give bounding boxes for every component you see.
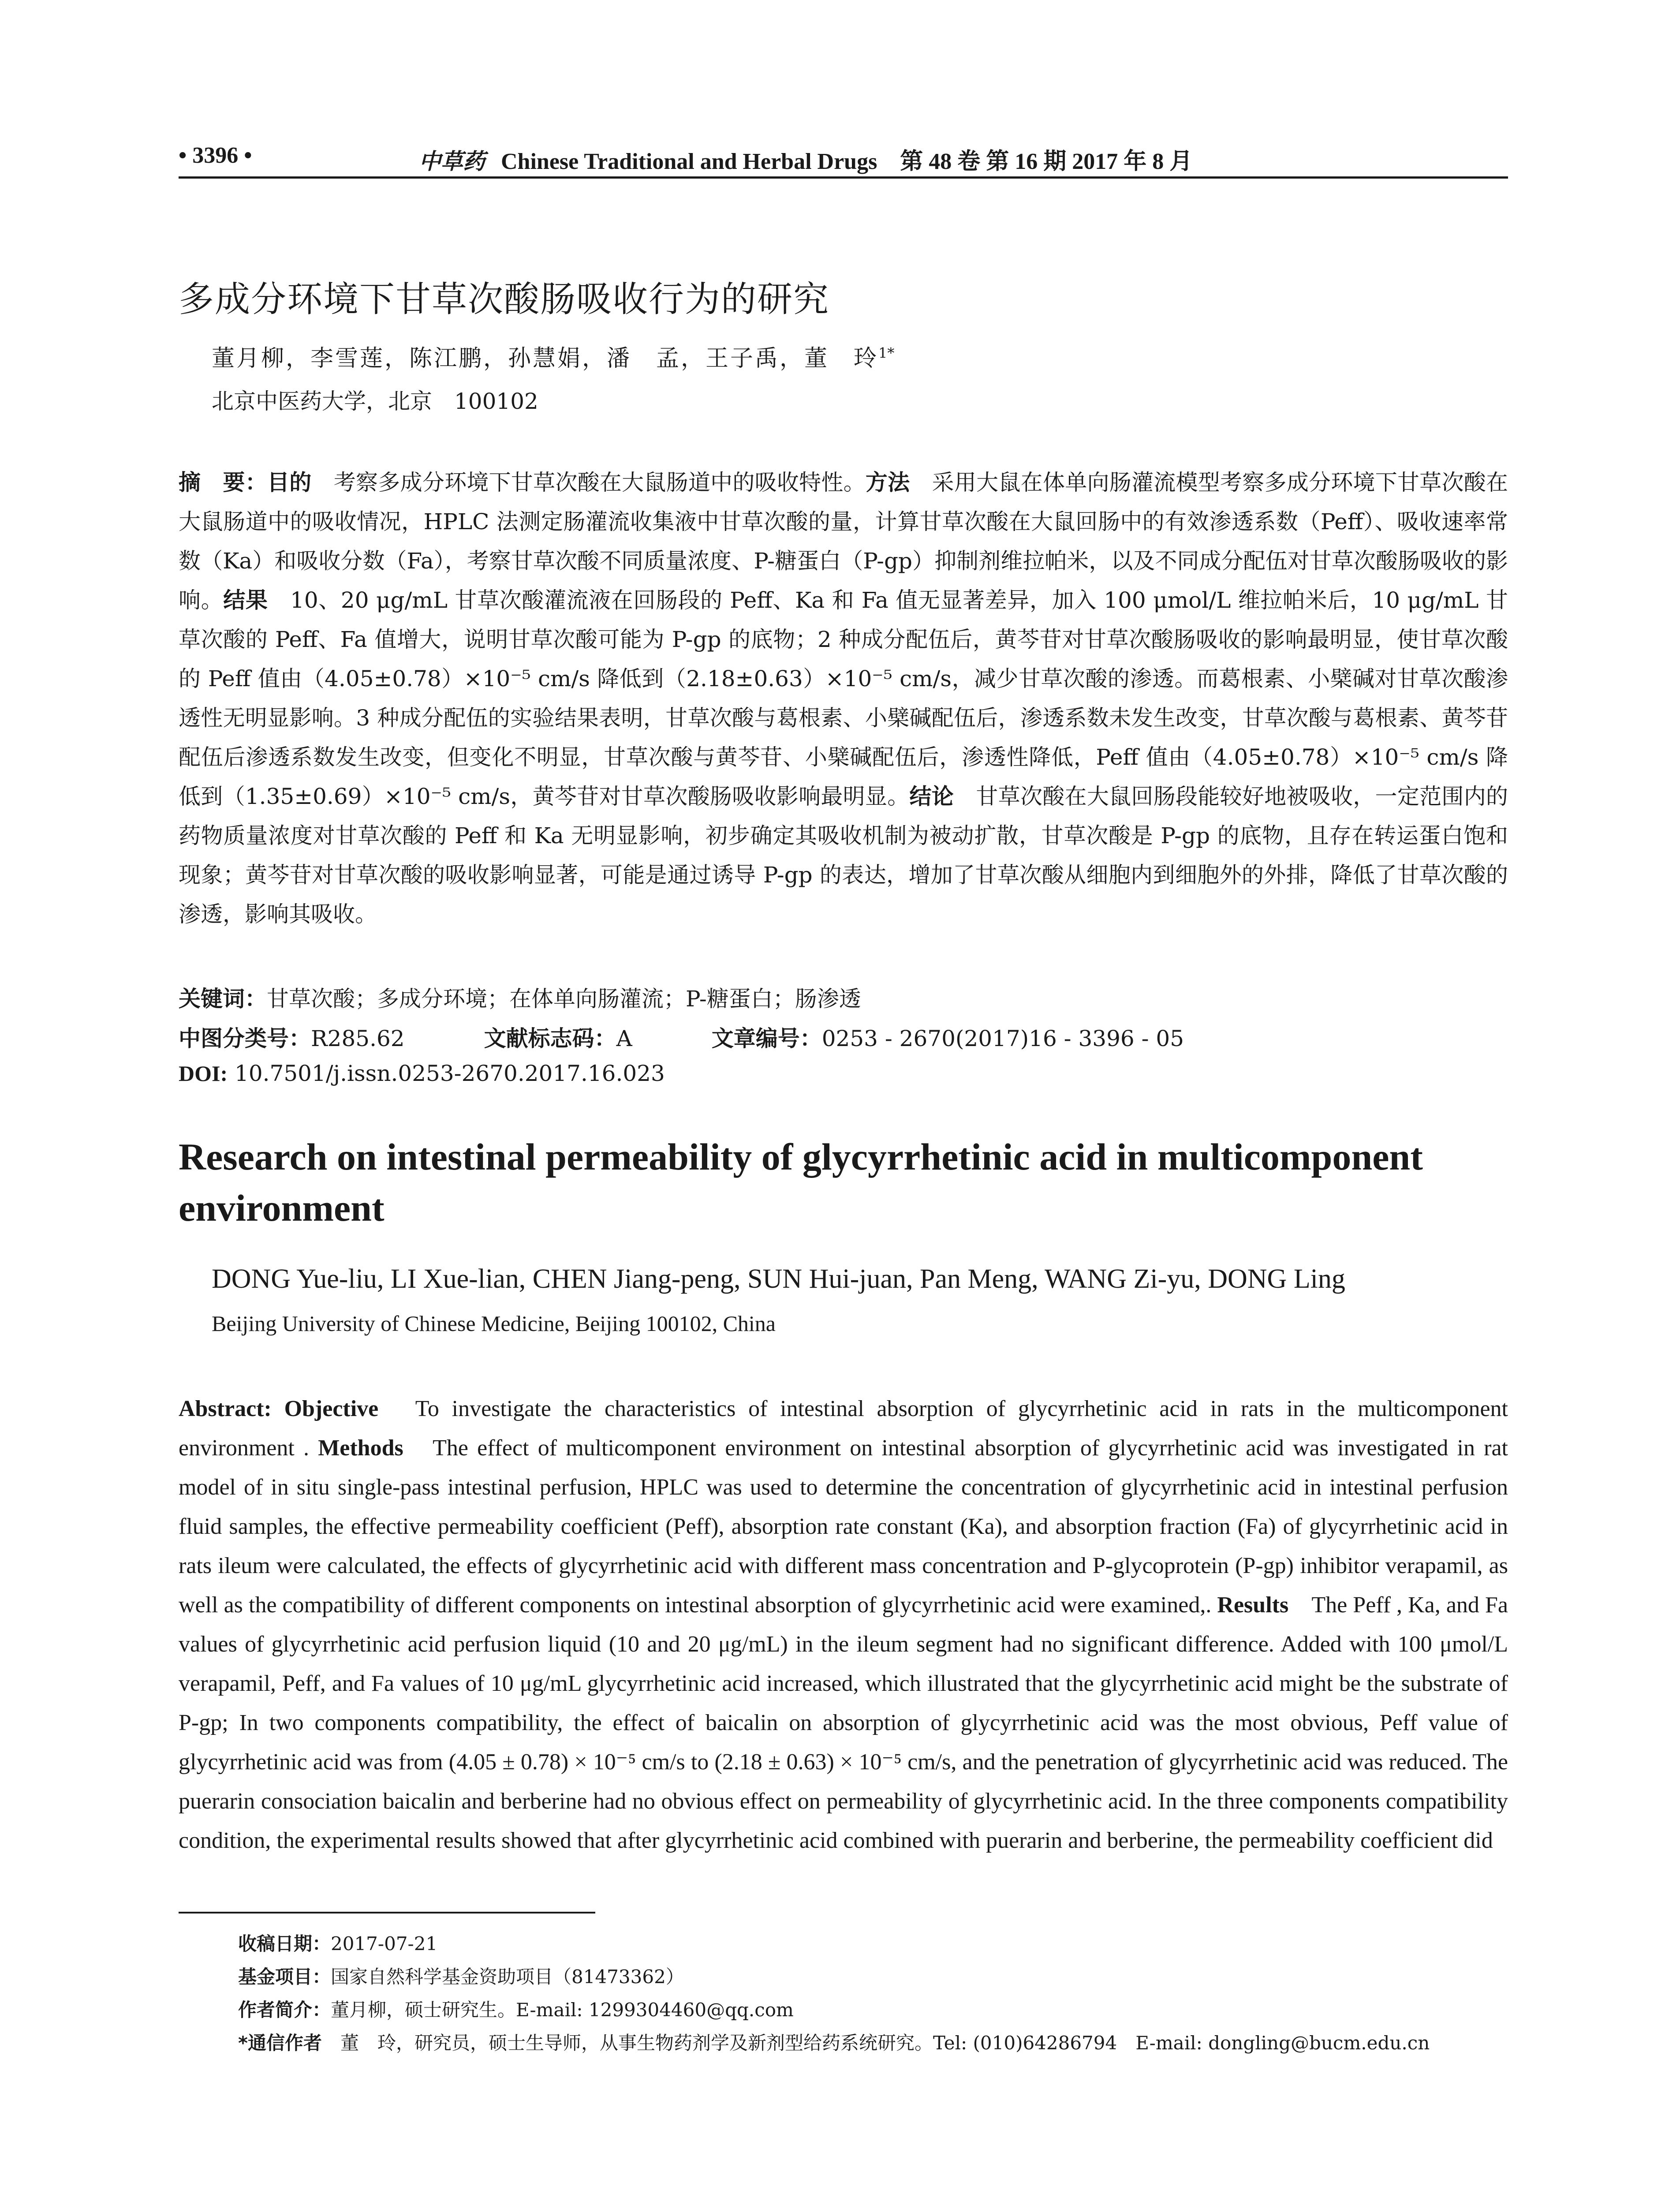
footnotes — [238, 1927, 1430, 2059]
footnote-author — [238, 1993, 1430, 2026]
keywords-zh-label: 关键词： — [179, 986, 267, 1012]
clc-label: 中图分类号： — [179, 1026, 311, 1051]
doi-value[interactable]: 10.7501/j.issn.0253-2670.2017.16.023 — [235, 1061, 665, 1086]
doc-code-value: A — [616, 1026, 632, 1051]
authors-en: DONG Yue-liu, LI Xue-lian, CHEN Jiang-peng, SUN Hui-juan, Pan Meng, WANG Zi-yu, DONG Ling — [212, 1264, 1345, 1294]
abstract-zh-label: 摘 要： — [179, 470, 268, 495]
footnote-corresponding — [238, 2026, 1430, 2059]
title-zh: 多成分环境下甘草次酸肠吸收行为的研究 — [179, 278, 829, 320]
doi-label: DOI: — [179, 1061, 228, 1086]
fund-value: 国家自然科学基金资助项目（81473362） — [331, 1966, 684, 1988]
received-value: 2017-07-21 — [331, 1933, 438, 1955]
methods-en: The effect of multicomponent environment on intestinal absorption of glycyrrhetinic acid was investigated in rat model of in situ single-pass intestinal perfusion, HPLC was used to determine the concentration of glycyrrhetinic acid in intestinal perfusion fluid samples, the effective permeability coefficient (Peff), absorption rate constant (Ka), and absorption fraction (Fa) of glycyrrhetinic acid in rats ileum were calculated, the effects of glycyrrhetinic acid with different mass concentration and P-glycoprotein (P-gp) inhibitor verapamil, as well as the compatibility of different components on intestinal absorption of glycyrrhetinic acid were examined,. — [179, 1435, 1508, 1618]
conclusion-zh: 甘草次酸在大鼠回肠段能较好地被吸收，一定范围内的药物质量浓度对甘草次酸的 Peff 和 Ka 无明显影响，初步确定其吸收机制为被动扩散，甘草次酸是 P-gp 的底物，且存在转运蛋白饱和现象；黄芩苷对甘草次酸的吸收影响显著，可能是通过诱导 P-gp 的表达，增加了甘草次酸从细胞内到细胞外的外排，降低了甘草次酸的渗透，影响其吸收。 — [179, 784, 1508, 927]
keywords-zh-value: 甘草次酸；多成分环境；在体单向肠灌流；P-糖蛋白；肠渗透 — [267, 986, 861, 1012]
abstract-en-label: Abstract: Objective — [179, 1396, 379, 1421]
objective-en: To investigate the characteristics of intestinal absorption of glycyrrhetinic acid in rats in the multicomponent environment . — [179, 1396, 1508, 1461]
classification-line — [179, 1021, 1508, 1053]
methods-en-label: Methods — [318, 1435, 403, 1461]
fund-label: 基金项目： — [238, 1966, 331, 1988]
results-en-label: Results — [1217, 1592, 1289, 1618]
abstract-zh — [179, 463, 1508, 934]
affiliation-en: Beijing University of Chinese Medicine, Beijing 100102, China — [212, 1311, 776, 1336]
results-en: The Peff , Ka, and Fa values of glycyrrhetinic acid perfusion liquid (10 and 20 μg/mL) in the ileum segment had no significant difference. Added with 100 μmol/L verapamil, Peff, and Fa values of 10 μg/mL glycyrrhetinic acid increased, which illustrated that the glycyrrhetinic acid might be the substrate of P-gp; In two components compatibility, the effect of baicalin on absorption of glycyrrhetinic acid was the most obvious, Peff value of glycyrrhetinic acid was from (4.05 ± 0.78) × 10⁻⁵ cm/s to (2.18 ± 0.63) × 10⁻⁵ cm/s, and the penetration of glycyrrhetinic acid was reduced. The puerarin consociation baicalin and berberine had no obvious effect on permeability of glycyrrhetinic acid. In the three components compatibility condition, the experimental results showed that after glycyrrhetinic acid combined with puerarin and berberine, the permeability coefficient did — [179, 1592, 1508, 1853]
author-bio-label: 作者简介： — [238, 1999, 331, 2021]
doc-code-label: 文献标志码： — [484, 1026, 616, 1051]
keywords-zh — [179, 981, 1508, 1013]
clc-value: R285.62 — [311, 1026, 405, 1051]
authors-zh-names: 董月柳，李雪莲，陈江鹏，孙慧娟，潘 孟，王子禹，董 玲 — [212, 345, 879, 372]
author-bio-value: 董月柳，硕士研究生。E-mail: 1299304460@qq.com — [331, 1999, 794, 2021]
journal-issue: Chinese Traditional and Herbal Drugs 第 48 卷 第 16 期 2017 年 8 月 — [501, 149, 1193, 174]
results-zh-label: 结果 — [223, 587, 268, 613]
page-number: • 3396 • — [179, 143, 252, 168]
doi-line — [179, 1061, 1508, 1086]
received-label: 收稿日期： — [238, 1933, 331, 1955]
footnote-fund — [238, 1960, 1430, 1993]
authors-zh — [212, 340, 894, 373]
methods-zh-label: 方法 — [865, 470, 910, 495]
methods-zh: 采用大鼠在体单向肠灌流模型考察多成分环境下甘草次酸在大鼠肠道中的吸收情况，HPLC 法测定肠灌流收集液中甘草次酸的量，计算甘草次酸在大鼠回肠中的有效渗透系数（Peff）、吸收速率常数（Ka）和吸收分数（Fa），考察甘草次酸不同质量浓度、P-糖蛋白（P-gp）抑制剂维拉帕米，以及不同成分配伍对甘草次酸肠吸收的影响。 — [179, 470, 1508, 613]
conclusion-zh-label: 结论 — [909, 784, 954, 809]
authors-zh-mark: 1* — [878, 344, 895, 362]
corresponding-value: 董 玲，研究员，硕士生导师，从事生物药剂学及新剂型给药系统研究。Tel: (010)64286794 E-mail: dongling@bucm.edu.cn — [321, 2032, 1430, 2054]
journal-info — [419, 142, 1192, 176]
objective-zh: 考察多成分环境下甘草次酸在大鼠肠道中的吸收特性。 — [311, 470, 866, 495]
footnote-rule — [179, 1912, 595, 1913]
objective-zh-label: 目的 — [267, 470, 312, 495]
running-header — [179, 139, 1508, 179]
corresponding-label: *通信作者 — [238, 2032, 322, 2054]
article-number-label: 文章编号： — [711, 1026, 822, 1051]
title-en: Research on intestinal permeability of glycyrrhetinic acid in multicomponent environment — [179, 1136, 1423, 1229]
affiliation-zh: 北京中医药大学，北京 100102 — [212, 389, 538, 414]
footnote-received — [238, 1927, 1430, 1960]
article-number-value: 0253 - 2670(2017)16 - 3396 - 05 — [821, 1026, 1184, 1051]
journal-logo: 中草药 — [419, 148, 485, 174]
abstract-en — [179, 1389, 1508, 1860]
results-zh: 10、20 μg/mL 甘草次酸灌流液在回肠段的 Peff、Ka 和 Fa 值无显著差异，加入 100 μmol/L 维拉帕米后，10 μg/mL 甘草次酸的 Peff、Fa 值增大，说明甘草次酸可能为 P-gp 的底物；2 种成分配伍后，黄芩苷对甘草次酸肠吸收的影响最明显，使甘草次酸的 Peff 值由（4.05±0.78）×10⁻⁵ cm/s 降低到（2.18±0.63）×10⁻⁵ cm/s，减少甘草次酸的渗透。而葛根素、小檗碱对甘草次酸渗透性无明显影响。3 种成分配伍的实验结果表明，甘草次酸与葛根素、小檗碱配伍后，渗透系数未发生改变，甘草次酸与葛根素、黄芩苷配伍后渗透系数发生改变，但变化不明显，甘草次酸与黄芩苷、小檗碱配伍后，渗透性降低，Peff 值由（4.05±0.78）×10⁻⁵ cm/s 降低到（1.35±0.69）×10⁻⁵ cm/s，黄芩苷对甘草次酸肠吸收影响最明显。 — [179, 587, 1508, 809]
